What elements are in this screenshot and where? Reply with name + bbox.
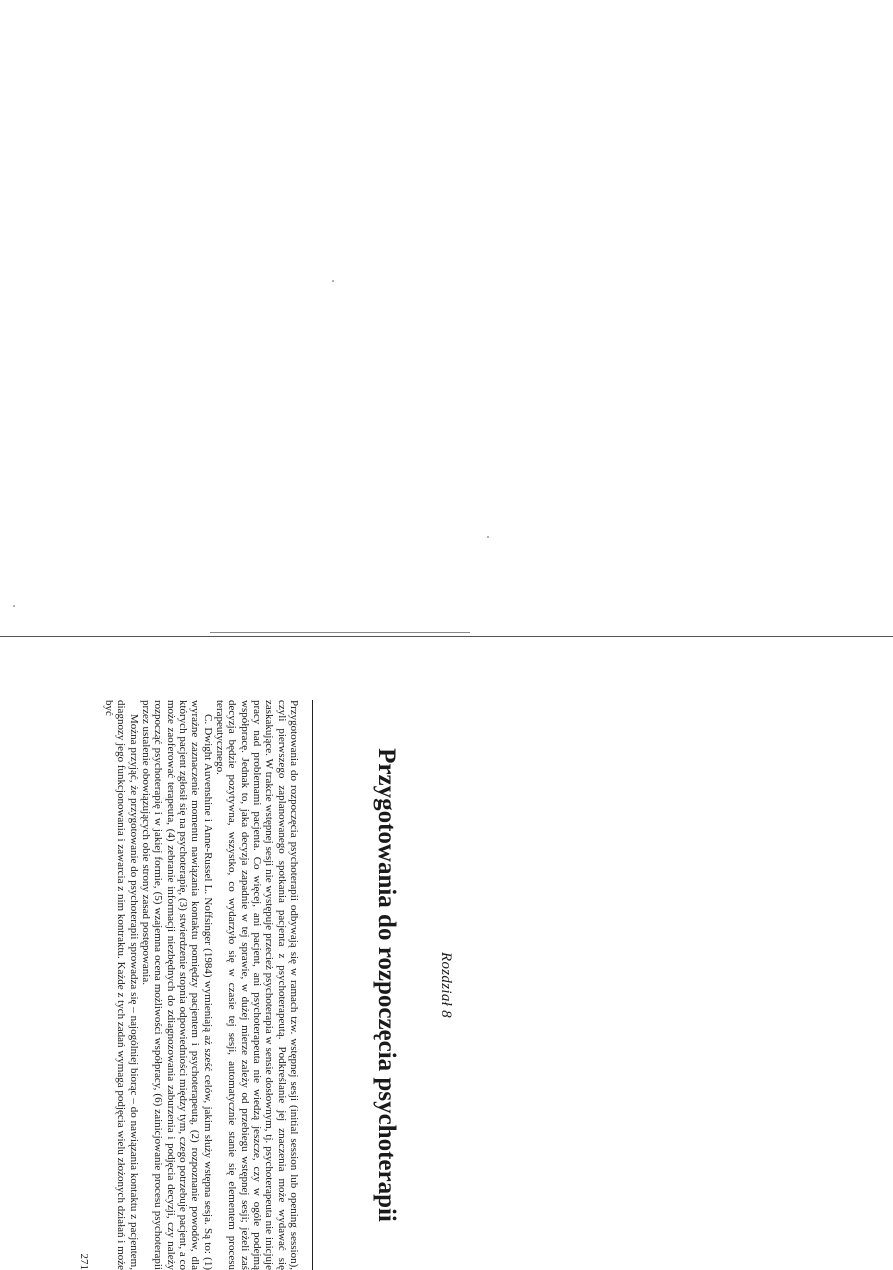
scan-speck: [332, 280, 334, 282]
scan-speck: [13, 605, 15, 607]
paragraph: Można przyjąć, że przygotowanie do psychoterapii sprowadza się – najogólniej biorąc – do nawiązania kontaktu z pacjentem, diagnozy jego funkcjonowania i zawarcia z nim kontraktu. Każde z tych zadań wymaga podjęcia wielu złożonych działań i może być: [102, 700, 140, 1270]
title-rule: [312, 700, 313, 1270]
paragraph: Przygotowania do rozpoczęcia psychoterapii odbywają się w ramach tzw. wstępnej sesji (initial session lub opening session), czyli pierwszego zaplanowanego spotkania pacjenta z psychoterapeutą. Podkreślanie jej znaczenia może wydawać się zaskakujące. W trakcie wstępnej sesji nie występuje przecież psychoterapia w sensie dosłownym, tj. psychoterapeuta nie inicjuje pracy nad problemami pacjenta. Co więcej, ani pacjent, ani psychoterapeuta nie wiedzą jeszcze, czy w ogóle podejmą współpracę. Jednak to, jaka decyzja zapadnie w tej sprawie, w dużej mierze zależy od przebiegu wstępnej sesji; jeżeli zaś decyzja będzie pozytywna, wszystko, co wydarzyło się w czasie tej sesji, automatycznie stanie się elementem procesu terapeutycznego.: [213, 700, 300, 1270]
paragraph: C. Dwight Auvenshine i Anne-Russel L. Noffsinger (1984) wymieniają aż sześć celów, jakim służy wstępna sesja. Są to: (1) wyraźne zaznaczenie momentu nawiązania kontaktu pomiędzy pacjentem i psychoterapeutą, (2) rozpoznanie powodów, dla których pacjent zgłosił się na psychoterapię, (3) stwierdzenie stopnia odpowiedniości między tym, czego potrzebuje pacjent, a co może zaoferować terapeuta, (4) zebranie informacji niezbędnych do zdiagnozowania zaburzenia i podjęcia decyzji, czy należy rozpocząć psychoterapię i w jakiej formie, (5) wzajemna ocena możliwości współpracy, (6) zainicjowanie procesu psychoterapii przez ustalenie obowiązujących obie strony zasad postępowania.: [139, 700, 214, 1270]
scan-speck: [487, 536, 489, 538]
scan-fold-line: [0, 636, 893, 637]
chapter-title: Przygotowania do rozpoczęcia psychoterapii: [373, 748, 400, 1222]
rotated-book-page: [75, 700, 460, 1270]
scan-fold-line-faint: [210, 632, 470, 633]
page-number: 271: [78, 1253, 90, 1270]
body-text: [103, 700, 301, 1270]
chapter-label: Rozdział 8: [438, 952, 454, 1018]
